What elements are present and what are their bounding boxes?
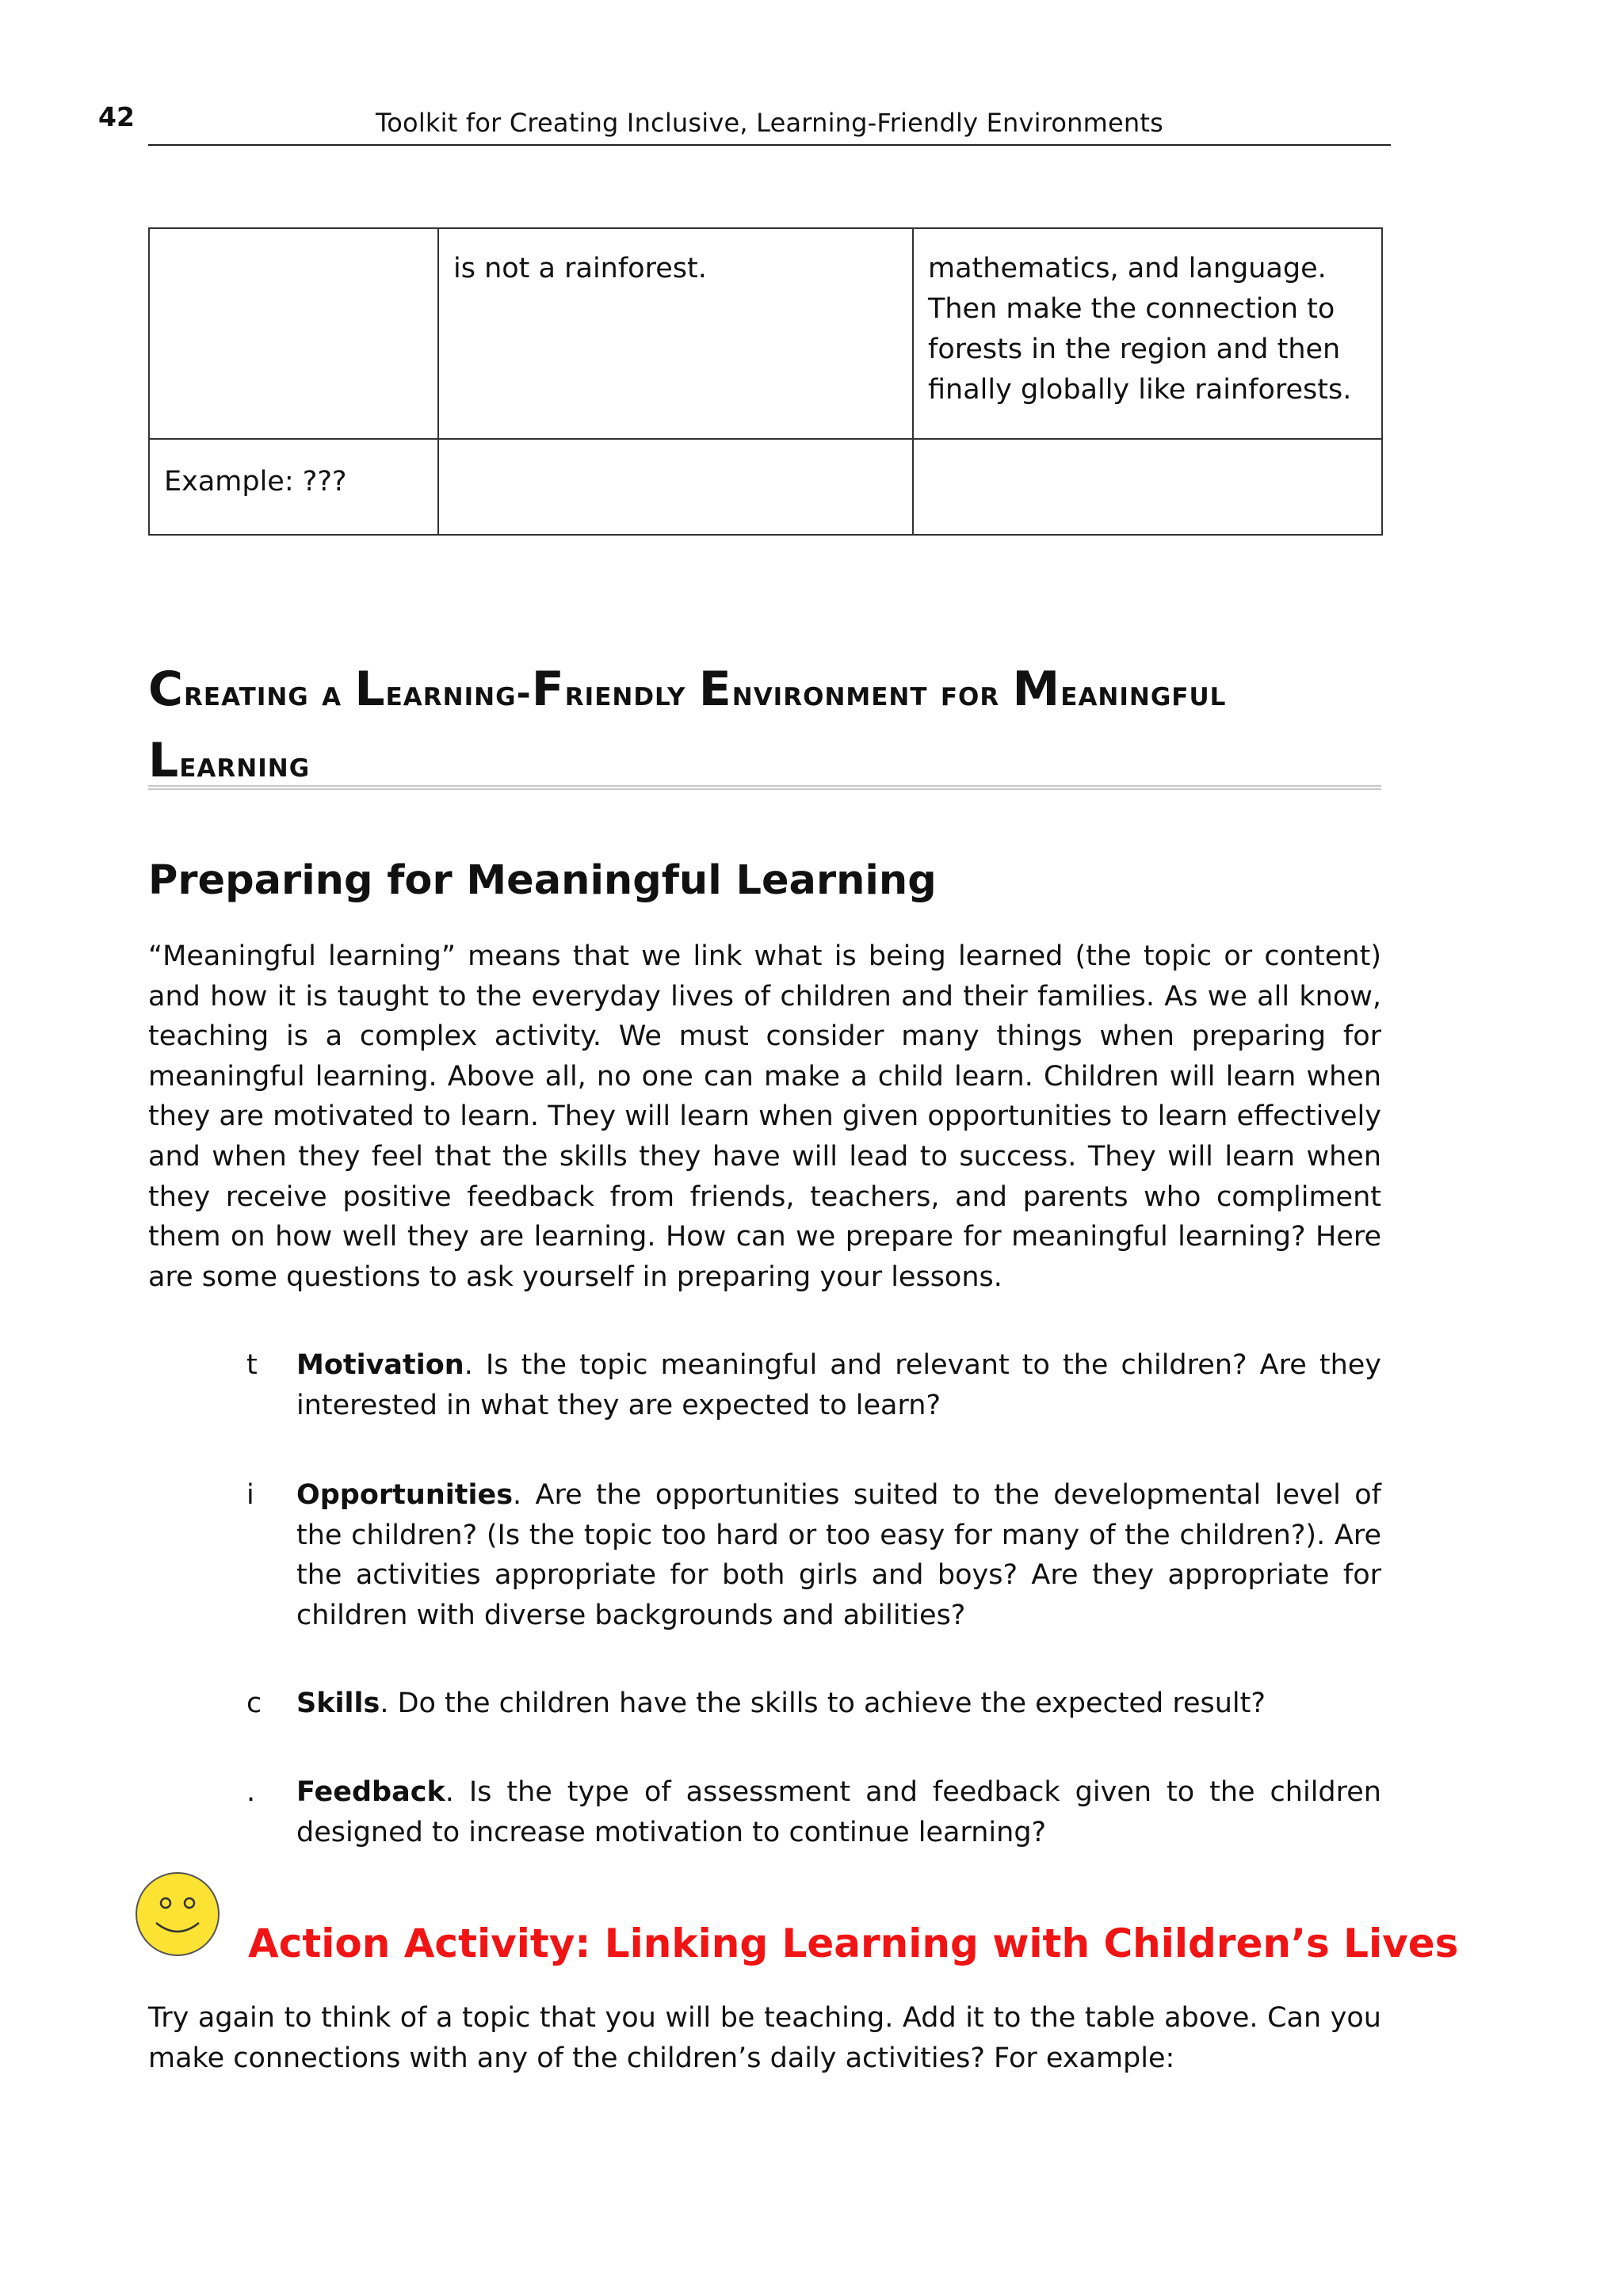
- table-row: [149, 439, 1382, 535]
- bullet-marker: .: [246, 1776, 256, 1808]
- bullet-marker: i: [246, 1479, 254, 1511]
- intro-paragraph: “Meaningful learning” means that we link what is being learned (the topic or content) and how it is taught to the everyday lives of children and their families. As we all know, teaching is a complex activity. We must consider many things when preparing for meaningful learning. Above all, no one can make a child learn. Children will learn when they are motivated to learn. They will learn when given opportunities to learn effectively and when they feel that the skills they have will lead to success. They will learn when they receive positive feedback from friends, teachers, and parents who compliment them on how well they are learning. How can we prepare for meaningful learning? Here are some questions to ask yourself in preparing your lessons.: [148, 940, 1381, 1293]
- action-activity-title: Action Activity: Linking Learning with Children’s Lives: [248, 1920, 1459, 1966]
- topic-table: [148, 227, 1383, 536]
- bullet-text: . Do the children have the skills to achieve the expected result?: [380, 1688, 1266, 1719]
- action-paragraph: Try again to think of a topic that you will be teaching. Add it to the table above. Can you make connections with any of the children’s daily activities? For example:: [148, 2002, 1381, 2074]
- subheading: Preparing for Meaningful Learning: [148, 857, 937, 904]
- list-item: [148, 1684, 1381, 1724]
- table-cell: [438, 439, 913, 535]
- bullet-term: Motivation: [296, 1349, 464, 1381]
- table-cell: Example: ???: [149, 439, 438, 535]
- running-header: Toolkit for Creating Inclusive, Learning-Friendly Environments: [375, 108, 1164, 138]
- list-item: [148, 1345, 1381, 1425]
- bullet-text: . Is the topic meaningful and relevant to the children? Are they interested in what they are expected to learn?: [296, 1349, 1381, 1421]
- list-item: [148, 1475, 1381, 1635]
- header-divider: [148, 144, 1391, 146]
- table-row: [149, 228, 1382, 439]
- bullet-marker: t: [246, 1349, 258, 1381]
- table-cell: [913, 439, 1382, 535]
- bullet-term: Feedback: [296, 1776, 445, 1808]
- bullet-marker: c: [246, 1688, 262, 1719]
- list-item: [148, 1772, 1381, 1852]
- table-cell: is not a rainforest.: [438, 228, 913, 439]
- bullet-term: Skills: [296, 1688, 380, 1719]
- table-cell: mathematics, and language. Then make the connection to forests in the region and then finally globally like rainforests.: [913, 228, 1382, 439]
- bullet-text: . Are the opportunities suited to the developmental level of the children? (Is the topic too hard or too easy for many of the children?). Are the activities appropriate for both girls and boys? Are they appropriate for children with diverse backgrounds and abilities?: [296, 1479, 1381, 1631]
- section-divider: [148, 785, 1381, 790]
- bullet-term: Opportunities: [296, 1479, 514, 1511]
- table-cell: [149, 228, 438, 439]
- section-heading: Creating a Learning-Friendly Environment for Meaningful Learning: [148, 662, 1227, 788]
- smiley-face-icon: [136, 1872, 220, 1956]
- bullet-text: . Is the type of assessment and feedback given to the children designed to increase motivation to continue learning?: [296, 1776, 1381, 1848]
- page-number: 42: [98, 101, 135, 132]
